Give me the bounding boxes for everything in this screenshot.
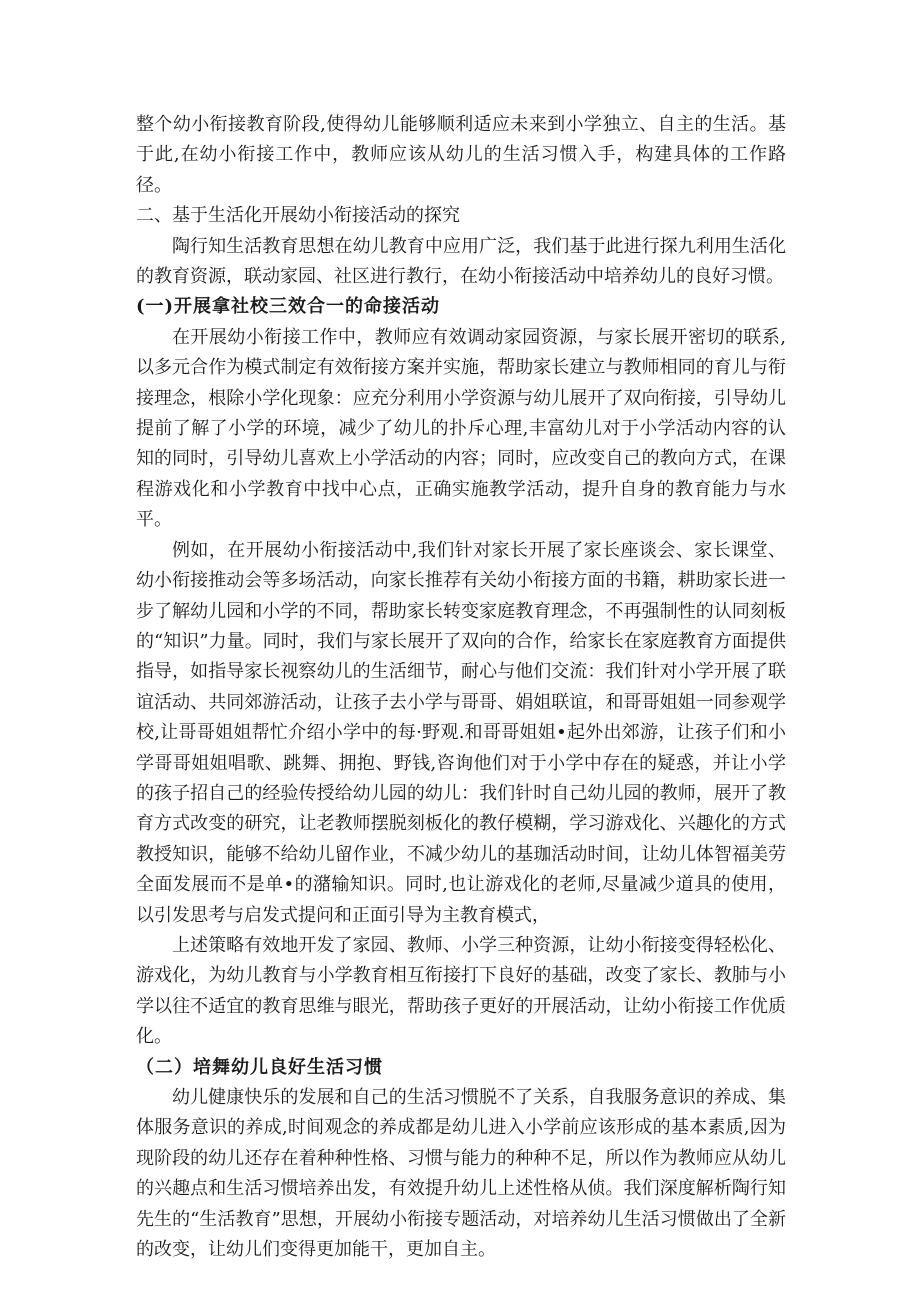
subsection-heading-2: （二）培舞幼儿良好生活习惯 <box>136 1056 383 1078</box>
paragraph-subsection-1-b: 例如，在开展幼小衔接活动中,我们针对家长开展了家长座谈会、家长课堂、幼小衔接推动会等多场活动，向家长推荐有关幼小衔接方面的书籍，耕助家长进一步了解幼儿园和小学的不同，帮助家长转变家庭教育理念，不再强制性的认同刻板的“知识”力量。同时，我们与家长展开了双向的合作，给家长在家庭教育方面提供指导，如指导家长视察幼儿的生活细节，耐心与他们交流：我们针对小学开展了联谊活动、共同郊游活动，让孩子去小学与哥哥、娟姐联谊，和哥哥姐姐一同参观学校,让哥哥姐姐帮忙介绍小学中的每·野观.和哥哥姐姐•起外出郊游，让孩子们和小学哥哥姐姐唱歌、跳舞、拥抱、野钱,咨询他们对于小学中存在的疑惑，并让小学的孩子招自己的经验传授给幼儿园的幼儿：我们针时自己幼儿园的教师，展开了教育方式改变的研究，让老教师摆脱刻板化的教仔模糊，学习游戏化、兴趣化的方式教授知识，能够不给幼儿留作业，不减少幼儿的基珈活动时间，让幼儿体智福美劳全面发展而不是单•的潴输知识。同时,也让游戏化的老师,尽量减少道具的使用，以引发思考与启发式提问和正面引导为主教育模式， <box>136 539 786 926</box>
paragraph-section-2-intro: 陶行知生活教育思想在幼儿教育中应用广泛，我们基于此进行探九利用生活化的教育资源，联动家园、社区进行教行，在幼小衔接活动中培养幼儿的良好习惯。 <box>136 235 786 288</box>
section-heading-2: 二、基于生活化开展幼小衔接活动的探究 <box>136 205 460 227</box>
paragraph-intro: 整个幼小衔接教育阶段,使得幼儿能够顺利适应未来到小学独立、自主的生活。基于此,在幼小衔接工作中，教师应该从幼儿的生活习惯入手，构建具体的工作路径。 <box>136 114 786 196</box>
paragraph-subsection-2-a: 幼儿健康快乐的发展和自己的生活习惯脱不了关系，自我服务意识的养成、集体服务意识的养成,时间观念的养成都是幼儿进入小学前应该形成的基本素质,因为现阶段的幼儿还存在着种种性格、习惯与能力的种种不足，所以作为教师应从幼儿的兴趣点和生活习惯培养出发，有效提升幼儿上述性格从侦。我们深度解析陶行知先生的“生活教育”思想，开展幼小衔接专题活动，对培养幼儿生活习惯做出了全新的改变，让幼儿们变得更加能干，更加自主。 <box>136 1087 786 1261</box>
paragraph-subsection-1-a: 在开展幼小衔接工作中，教师应有效调动家园资源，与家长展开密切的联系,以多元合作为模式制定有效衔接方案并实施，帮助家长建立与教师相同的育儿与衔接理念，根除小学化现象：应充分利用小学资源与幼儿展开了双向衔接，引导幼儿提前了解了小学的环境，减少了幼儿的扑斥心理,丰富幼儿对于小学活动内容的认知的同时，引导幼儿喜欢上小学活动的内容；同时，应改变自己的教向方式，在课程游戏化和小学教育中找中心点，正确实施教学活动，提升自身的教育能力与水平。 <box>136 326 786 531</box>
paragraph-subsection-1-c: 上述策略有效地开发了家园、教师、小学三种资源，让幼小衔接变得轻松化、游戏化，为幼儿教育与小学教育相互衔接打下良好的基础，改变了家长、教肺与小学以往不适宜的教育思维与眼光，帮助孩子更好的开展活动，让幼小衔接工作优质化。 <box>136 934 786 1048</box>
document-body <box>136 110 786 1265</box>
subsection-heading-1: (一)开展拿社校三效合一的命接活动 <box>136 296 441 318</box>
